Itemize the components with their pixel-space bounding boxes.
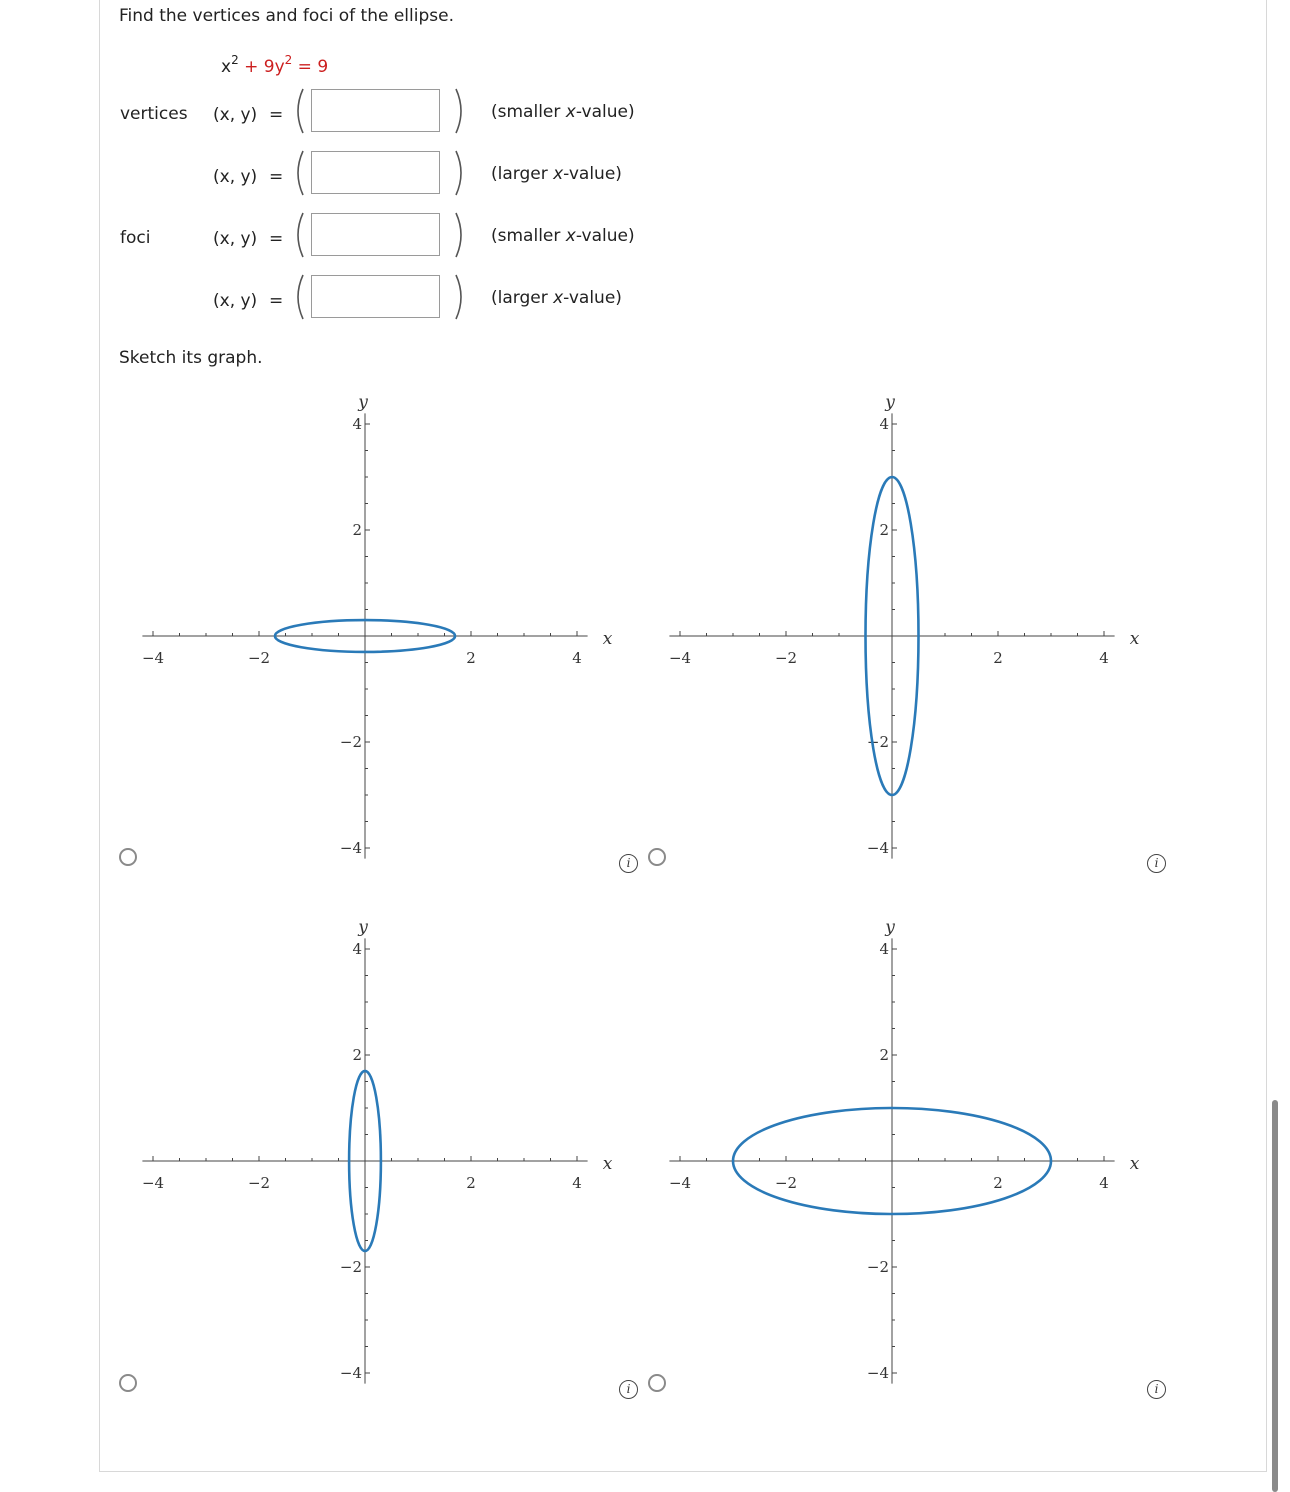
x-tick-label: −4 bbox=[141, 1174, 165, 1192]
x-tick-label: 2 bbox=[993, 649, 1003, 667]
equals-sign: = bbox=[269, 291, 284, 311]
x-tick-label: 2 bbox=[993, 1174, 1003, 1192]
coord-label: (x, y) bbox=[213, 291, 258, 311]
question-prompt: Find the vertices and foci of the ellipse. bbox=[119, 6, 454, 26]
right-paren-icon bbox=[451, 87, 469, 135]
right-paren-icon bbox=[451, 211, 469, 259]
y-tick-label: −2 bbox=[866, 1258, 889, 1276]
info-icon[interactable]: i bbox=[619, 854, 638, 873]
ellipse-equation: $x^2 + 9y^2 = 9$ bbox=[221, 53, 329, 77]
y-tick-label: 2 bbox=[352, 1046, 362, 1064]
graph-option-b bbox=[659, 380, 1149, 870]
x-tick-label: −2 bbox=[247, 1174, 271, 1192]
x-tick-label: 4 bbox=[1099, 649, 1109, 667]
y-tick-label: 2 bbox=[879, 1046, 889, 1064]
graph-option-c bbox=[132, 905, 622, 1395]
right-paren-icon bbox=[451, 149, 469, 197]
y-tick-label: −4 bbox=[866, 1364, 889, 1382]
vertices-label: vertices bbox=[120, 104, 188, 124]
radio-option-a[interactable] bbox=[119, 848, 137, 866]
focus-1-input[interactable] bbox=[311, 213, 440, 256]
equals-sign: = bbox=[269, 229, 284, 249]
radio-option-b[interactable] bbox=[648, 848, 666, 866]
radio-option-c[interactable] bbox=[119, 1374, 137, 1392]
x-axis-label: x bbox=[1129, 1154, 1140, 1174]
x-tick-label: 4 bbox=[572, 1174, 582, 1192]
x-tick-label: −4 bbox=[668, 649, 692, 667]
y-axis-label: y bbox=[885, 917, 895, 938]
left-paren-icon bbox=[290, 211, 308, 259]
coord-label: (x, y) bbox=[213, 105, 258, 125]
y-tick-label: −2 bbox=[339, 733, 362, 751]
note-smaller-x: (smaller x-value) bbox=[491, 102, 635, 122]
y-tick-label: 4 bbox=[879, 940, 889, 958]
focus-2-input[interactable] bbox=[311, 275, 440, 318]
y-tick-label: −4 bbox=[866, 839, 889, 857]
vertical-scrollbar[interactable] bbox=[1272, 1100, 1278, 1492]
y-tick-label: −2 bbox=[866, 733, 889, 751]
x-tick-label: 2 bbox=[466, 1174, 476, 1192]
vertex-1-input[interactable] bbox=[311, 89, 440, 132]
left-paren-icon bbox=[290, 273, 308, 321]
coord-label: (x, y) bbox=[213, 167, 258, 187]
y-tick-label: −4 bbox=[339, 1364, 362, 1382]
sketch-prompt: Sketch its graph. bbox=[119, 348, 263, 368]
radio-option-d[interactable] bbox=[648, 1374, 666, 1392]
y-axis-label: y bbox=[885, 392, 895, 413]
x-tick-label: 4 bbox=[1099, 1174, 1109, 1192]
y-tick-label: 4 bbox=[352, 940, 362, 958]
x-axis-label: x bbox=[602, 1154, 613, 1174]
x-axis-label: x bbox=[602, 629, 613, 649]
y-tick-label: 2 bbox=[879, 521, 889, 539]
y-tick-label: 2 bbox=[352, 521, 362, 539]
right-paren-icon bbox=[451, 273, 469, 321]
foci-label: foci bbox=[120, 228, 151, 248]
y-tick-label: 4 bbox=[879, 415, 889, 433]
x-tick-label: −2 bbox=[774, 1174, 798, 1192]
graph-option-d bbox=[659, 905, 1149, 1395]
x-tick-label: 4 bbox=[572, 649, 582, 667]
x-tick-label: −2 bbox=[247, 649, 271, 667]
info-icon[interactable]: i bbox=[1147, 1380, 1166, 1399]
x-axis-label: x bbox=[1129, 629, 1140, 649]
coord-label: (x, y) bbox=[213, 229, 258, 249]
info-icon[interactable]: i bbox=[619, 1380, 638, 1399]
y-tick-label: −4 bbox=[339, 839, 362, 857]
y-tick-label: −2 bbox=[339, 1258, 362, 1276]
note-larger-x: (larger x-value) bbox=[491, 164, 622, 184]
y-tick-label: 4 bbox=[352, 415, 362, 433]
note-larger-x: (larger x-value) bbox=[491, 288, 622, 308]
y-axis-label: y bbox=[358, 917, 368, 938]
vertex-2-input[interactable] bbox=[311, 151, 440, 194]
equals-sign: = bbox=[269, 167, 284, 187]
x-tick-label: −4 bbox=[141, 649, 165, 667]
info-icon[interactable]: i bbox=[1147, 854, 1166, 873]
x-tick-label: 2 bbox=[466, 649, 476, 667]
y-axis-label: y bbox=[358, 392, 368, 413]
x-tick-label: −4 bbox=[668, 1174, 692, 1192]
equals-sign: = bbox=[269, 105, 284, 125]
left-paren-icon bbox=[290, 87, 308, 135]
x-tick-label: −2 bbox=[774, 649, 798, 667]
note-smaller-x: (smaller x-value) bbox=[491, 226, 635, 246]
graph-option-a bbox=[132, 380, 622, 870]
left-paren-icon bbox=[290, 149, 308, 197]
